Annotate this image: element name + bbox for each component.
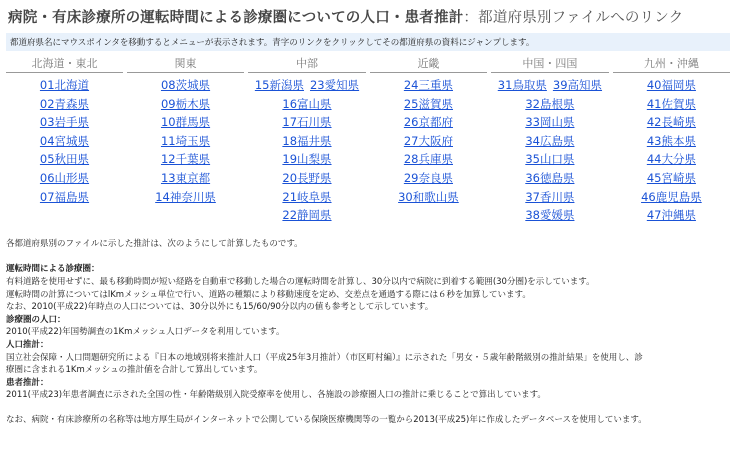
prefecture-row [371,188,486,207]
prefecture-row [614,132,729,151]
prefecture-row [371,169,486,188]
prefecture-row [371,150,486,169]
prefecture-row [492,76,608,95]
region-header: 関東 [127,55,244,73]
prefecture-row [614,113,729,132]
prefecture-link[interactable]: 30和歌山県 [398,189,459,204]
prefecture-link[interactable]: 10群馬県 [160,115,211,130]
prefecture-row [128,76,243,95]
prefecture-link[interactable]: 45宮崎県 [646,170,696,185]
prefecture-link[interactable]: 26京都府 [403,115,453,130]
prefecture-row [7,169,122,188]
prefecture-link[interactable]: 25滋賀県 [403,96,453,111]
prefecture-row [7,188,122,207]
prefecture-row [614,150,729,169]
explanation-footer: なお、病院・有床診療所の名称等は地方厚生局がインターネットで公開している保険医療機関等の一覧から2013(平成25)年に作成したデータベースを使用しています。 [6,414,647,425]
prefecture-link[interactable]: 13東京都 [160,170,211,185]
prefecture-link[interactable]: 35山口県 [525,152,575,167]
prefecture-row [614,206,729,225]
region-column [614,76,729,225]
section-heading: 診療圏の人口： [6,314,66,325]
prefecture-row [7,113,122,132]
prefecture-row [614,95,729,114]
prefecture-row [492,169,608,188]
prefecture-link[interactable]: 06山形県 [39,170,90,185]
prefecture-row [128,95,243,114]
prefecture-row [249,132,365,151]
prefecture-link[interactable]: 34広島県 [525,133,575,148]
region-header: 九州・沖縄 [613,55,730,73]
prefecture-link[interactable]: 40福岡県 [646,78,696,92]
prefecture-link[interactable]: 09栃木県 [160,96,211,111]
prefecture-row [492,188,608,207]
prefecture-link[interactable]: 28兵庫県 [403,152,453,167]
prefecture-row [371,95,486,114]
prefecture-link[interactable]: 21岐阜県 [282,189,332,204]
prefecture-link[interactable]: 33岡山県 [525,115,575,130]
section-text: 2011(平成23)年患者調査に示された全国の性・年齢階級別入院受療率を使用し、各施設の診療圏人口の推計に乗じることで算出しています。 [6,390,546,401]
prefecture-link[interactable]: 32島根県 [525,96,575,111]
region-column [371,76,486,206]
prefecture-link[interactable]: 08茨城県 [160,78,211,92]
prefecture-link[interactable]: 12千葉県 [160,152,211,167]
prefecture-link[interactable]: 16富山県 [282,96,332,111]
prefecture-link[interactable]: 46鹿児島県 [641,189,702,204]
prefecture-link[interactable]: 14神奈川県 [155,189,216,204]
prefecture-row [492,206,608,225]
prefecture-link[interactable]: 23愛知県 [309,78,360,92]
prefecture-row [128,113,243,132]
prefecture-row [7,95,122,114]
prefecture-row [128,132,243,151]
prefecture-row [371,132,486,151]
region-column [7,76,122,206]
prefecture-row [249,206,365,225]
prefecture-link[interactable]: 18福井県 [282,133,332,148]
region-column [128,76,243,206]
prefecture-row [614,188,729,207]
prefecture-row [128,169,243,188]
prefecture-link[interactable]: 42長崎県 [646,115,696,130]
prefecture-row [614,76,729,95]
section-text: なお、2010(平成22)年時点の人口については、30分以外にも15/60/90分以内の値も参考として示しています。 [6,302,434,313]
prefecture-link[interactable]: 38愛媛県 [525,208,575,223]
prefecture-link[interactable]: 05秋田県 [39,152,90,167]
prefecture-row [371,113,486,132]
prefecture-link[interactable]: 39高知県 [552,78,603,92]
section-text: 有料道路を使用せずに、最も移動時間が短い経路を自動車で移動した場合の運転時間を計算し、30分以内で病院に到着する範囲(30分圏)を示しています。 [6,276,595,287]
explanation [6,238,730,427]
section-text: 運転時間の計算についてはlKmメッシュ単位で行い、道路の種類により移動速度を定め、交差点を通過する際には６秒を加算しています。 [6,289,531,300]
prefecture-link[interactable]: 11埼玉県 [160,133,211,148]
section-heading: 運転時間による診療圏： [6,264,100,275]
prefecture-link[interactable]: 29奈良県 [403,170,453,185]
region-header: 北海道・東北 [6,55,123,73]
prefecture-link[interactable]: 31鳥取県 [497,78,547,92]
region-column [492,76,608,225]
prefecture-row [249,150,365,169]
prefecture-link[interactable]: 43熊本県 [646,133,696,148]
region-column [249,76,365,225]
prefecture-row [7,132,122,151]
explanation-lead: 各都道府県別のファイルに示した推計は、次のようにして計算したものです。 [6,238,303,249]
section-text: 国立社会保障・人口問題研究所による『日本の地域別将来推計人口（平成25年3月推計）（市区町村編）』に示された「男女・５歳年齢階級別の推計結果」を使用し、診 [6,352,643,363]
prefecture-link[interactable]: 37香川県 [525,189,575,204]
prefecture-link[interactable]: 04宮城県 [39,133,90,148]
prefecture-link[interactable]: 20長野県 [282,170,332,185]
prefecture-row [492,113,608,132]
prefecture-link[interactable]: 24三重県 [403,78,453,92]
page-title [8,6,730,27]
prefecture-link[interactable]: 47沖縄県 [646,208,696,223]
prefecture-row [249,113,365,132]
prefecture-row [492,150,608,169]
prefecture-row [249,95,365,114]
prefecture-link[interactable]: 27大阪府 [403,133,453,148]
region-header-row [6,55,730,73]
prefecture-link[interactable]: 36徳島県 [525,170,575,185]
prefecture-link[interactable]: 02青森県 [39,96,90,111]
prefecture-row [614,169,729,188]
instruction-note: 都道府県名にマウスポインタを移動するとメニューが表示されます。青字のリンクをクリックしてその都道府県の資料にジャンプします。 [6,33,730,51]
prefecture-row [7,76,122,95]
prefecture-row [492,95,608,114]
section-text: 療圏に含まれる1Kmメッシュの推計値を合計して算出しています。 [6,365,263,376]
prefecture-row [128,188,243,207]
section-text: 2010(平成22)年国勢調査の1Kmメッシュ人口データを利用しています。 [6,327,285,338]
prefecture-row [7,150,122,169]
prefecture-row [492,132,608,151]
prefecture-link[interactable]: 44大分県 [646,152,696,167]
region-header: 中部 [248,55,366,73]
region-header: 近畿 [370,55,487,73]
section-heading: 患者推計： [6,377,49,388]
prefecture-row [249,169,365,188]
prefecture-link[interactable]: 22静岡県 [282,208,332,223]
prefecture-table [6,55,730,226]
prefecture-link[interactable]: 19山梨県 [282,152,332,167]
prefecture-link[interactable]: 07福島県 [39,189,90,204]
prefecture-link[interactable]: 15新潟県 [254,78,304,92]
prefecture-link[interactable]: 03岩手県 [39,115,90,130]
prefecture-link[interactable]: 01北海道 [39,78,90,92]
region-header: 中国・四国 [491,55,609,73]
prefecture-row [249,76,365,95]
prefecture-row [128,150,243,169]
section-heading: 人口推計： [6,339,49,350]
page-title-sub: ：都道府県別ファイルへのリンク [463,10,684,26]
prefecture-link[interactable]: 17石川県 [282,115,332,130]
prefecture-row [371,76,486,95]
prefecture-link[interactable]: 41佐賀県 [646,96,696,111]
prefecture-row [249,188,365,207]
page-title-main: 病院・有床診療所の運転時間による診療圏についての人口・患者推計 [8,10,464,26]
